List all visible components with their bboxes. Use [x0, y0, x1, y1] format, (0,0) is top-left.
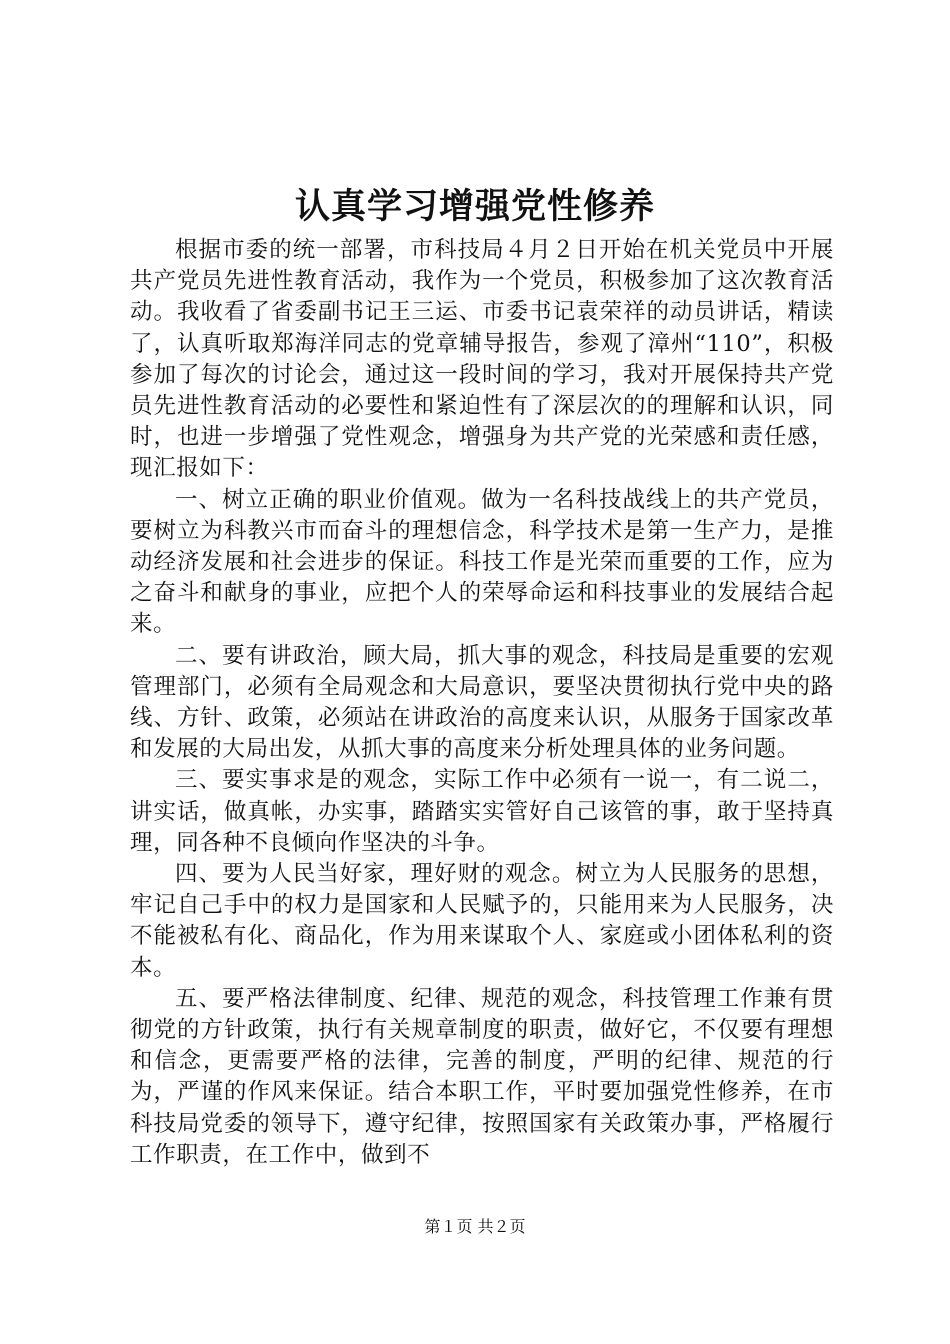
- paragraph-point-1: 一、树立正确的职业价值观。做为一名科技战线上的共产党员，要树立为科教兴市而奋斗的理想信念，科学技术是第一生产力，是推动经济发展和社会进步的保证。科技工作是光荣而重要的工作，应为之奋斗和献身的事业，应把个人的荣辱命运和科技事业的发展结合起来。: [130, 486, 834, 638]
- paragraph-point-2: 二、要有讲政治，顾大局，抓大事的观念，科技局是重要的宏观管理部门，必须有全局观念和大局意识，要坚决贯彻执行党中央的路线、方针、政策，必须站在讲政治的高度来认识，从服务于国家改革和发展的大局出发，从抓大事的高度来分析处理具体的业务问题。: [130, 642, 834, 763]
- page-number-footer: 第１页 共２页: [424, 1217, 526, 1236]
- document-body: [130, 235, 834, 1171]
- document-title: 认真学习增强党性修养: [294, 186, 655, 227]
- paragraph-point-5: 五、要严格法律制度、纪律、规范的观念，科技管理工作兼有贯彻党的方针政策，执行有关规章制度的职责，做好它，不仅要有理想和信念，更需要严格的法律，完善的制度，严明的纪律、规范的行为，严谨的作风来保证。结合本职工作，平时要加强党性修养，在市科技局党委的领导下，遵守纪律，按照国家有关政策办事，严格履行工作职责，在工作中，做到不: [130, 985, 834, 1168]
- paragraph-intro: 根据市委的统一部署，市科技局４月２日开始在机关党员中开展共产党员先进性教育活动，我作为一个党员，积极参加了这次教育活动。我收看了省委副书记王三运、市委书记袁荣祥的动员讲话，精读了，认真听取郑海洋同志的党章辅导报告，参观了漳州“110”，积极参加了每次的讨论会，通过这一段时间的学习，我对开展保持共产党员先进性教育活动的必要性和紧迫性有了深层次的的理解和认识，同时，也进一步增强了党性观念，增强身为共产党的光荣感和责任感，现汇报如下：: [130, 237, 834, 482]
- paragraph-point-4: 四、要为人民当好家，理好财的观念。树立为人民服务的思想，牢记自己手中的权力是国家和人民赋予的，只能用来为人民服务，决不能被私有化、商品化，作为用来谋取个人、家庭或小团体私利的资本。: [130, 861, 834, 981]
- paragraph-point-3: 三、要实事求是的观念，实际工作中必须有一说一，有二说二，讲实话，做真帐，办实事，踏踏实实管好自己该管的事，敢于坚持真理，同各种不良倾向作坚决的斗争。: [130, 767, 834, 856]
